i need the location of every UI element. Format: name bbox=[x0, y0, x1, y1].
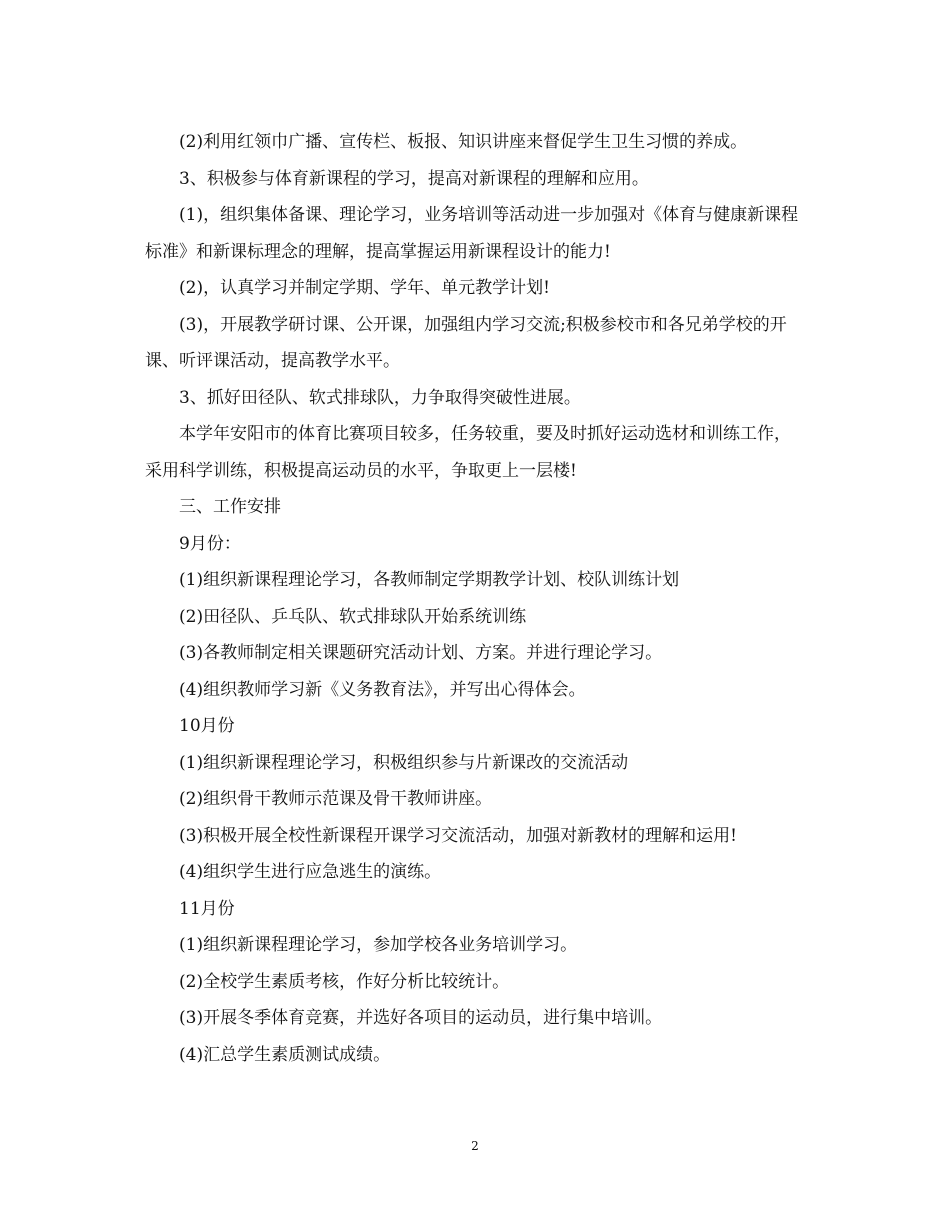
page-number: 2 bbox=[471, 1139, 479, 1153]
paragraph-competitions: 本学年安阳市的体育比赛项目较多，任务较重，要及时抓好运动选材和训练工作，采用科学训练，积极提高运动员的水平，争取更上一层楼! bbox=[145, 424, 791, 481]
list-item-nov-4: (4)汇总学生素质测试成绩。 bbox=[179, 1044, 391, 1065]
list-item-sep-2: (2)田径队、乒乓队、软式排球队开始系统训练 bbox=[179, 606, 527, 627]
paragraph-track-volleyball-heading: 3、抓好田径队、软式排球队，力争取得突破性进展。 bbox=[179, 387, 581, 408]
document-body bbox=[145, 124, 805, 1073]
list-item-nov-2: (2)全校学生素质考核，作好分析比较统计。 bbox=[179, 971, 510, 992]
paragraph-new-curriculum-heading: 3、积极参与体育新课程的学习，提高对新课程的理解和应用。 bbox=[179, 168, 649, 189]
paragraph-open-lessons: (3)，开展教学研讨课、公开课，加强组内学习交流;积极参校市和各兄弟学校的开课、听评课活动，提高教学水平。 bbox=[145, 314, 787, 371]
month-heading-september: 9月份： bbox=[179, 533, 241, 554]
section-heading-work-schedule: 三、工作安排 bbox=[179, 497, 281, 517]
paragraph-collective-lesson-prep: (1)，组织集体备课、理论学习，业务培训等活动进一步加强对《体育与健康新课程标准》和新课标理念的理解，提高掌握运用新课程设计的能力! bbox=[145, 205, 799, 262]
paragraph-hygiene-habits: (2)利用红领巾广播、宣传栏、板报、知识讲座来督促学生卫生习惯的养成。 bbox=[179, 132, 748, 152]
list-item-nov-1: (1)组织新课程理论学习，参加学校各业务培训学习。 bbox=[179, 935, 578, 955]
list-item-oct-4: (4)组织学生进行应急逃生的演练。 bbox=[179, 862, 442, 882]
month-heading-october: 10月份 bbox=[179, 716, 235, 736]
list-item-sep-4: (4)组织教师学习新《义务教育法》，并写出心得体会。 bbox=[179, 679, 586, 700]
list-item-sep-3: (3)各教师制定相关课题研究活动计划、方案。并进行理论学习。 bbox=[179, 643, 663, 663]
list-item-oct-2: (2)组织骨干教师示范课及骨干教师讲座。 bbox=[179, 789, 493, 809]
list-item-oct-1: (1)组织新课程理论学习，积极组织参与片新课改的交流活动 bbox=[179, 752, 629, 773]
list-item-oct-3: (3)积极开展全校性新课程开课学习交流活动，加强对新教材的理解和运用! bbox=[179, 825, 737, 846]
list-item-nov-3: (3)开展冬季体育竞赛，并选好各项目的运动员，进行集中培训。 bbox=[179, 1008, 663, 1028]
list-item-sep-1: (1)组织新课程理论学习，各教师制定学期教学计划、校队训练计划 bbox=[179, 570, 680, 590]
month-heading-november: 11月份 bbox=[179, 898, 235, 919]
paragraph-teaching-plans: (2)，认真学习并制定学期、学年、单元教学计划! bbox=[179, 278, 550, 298]
